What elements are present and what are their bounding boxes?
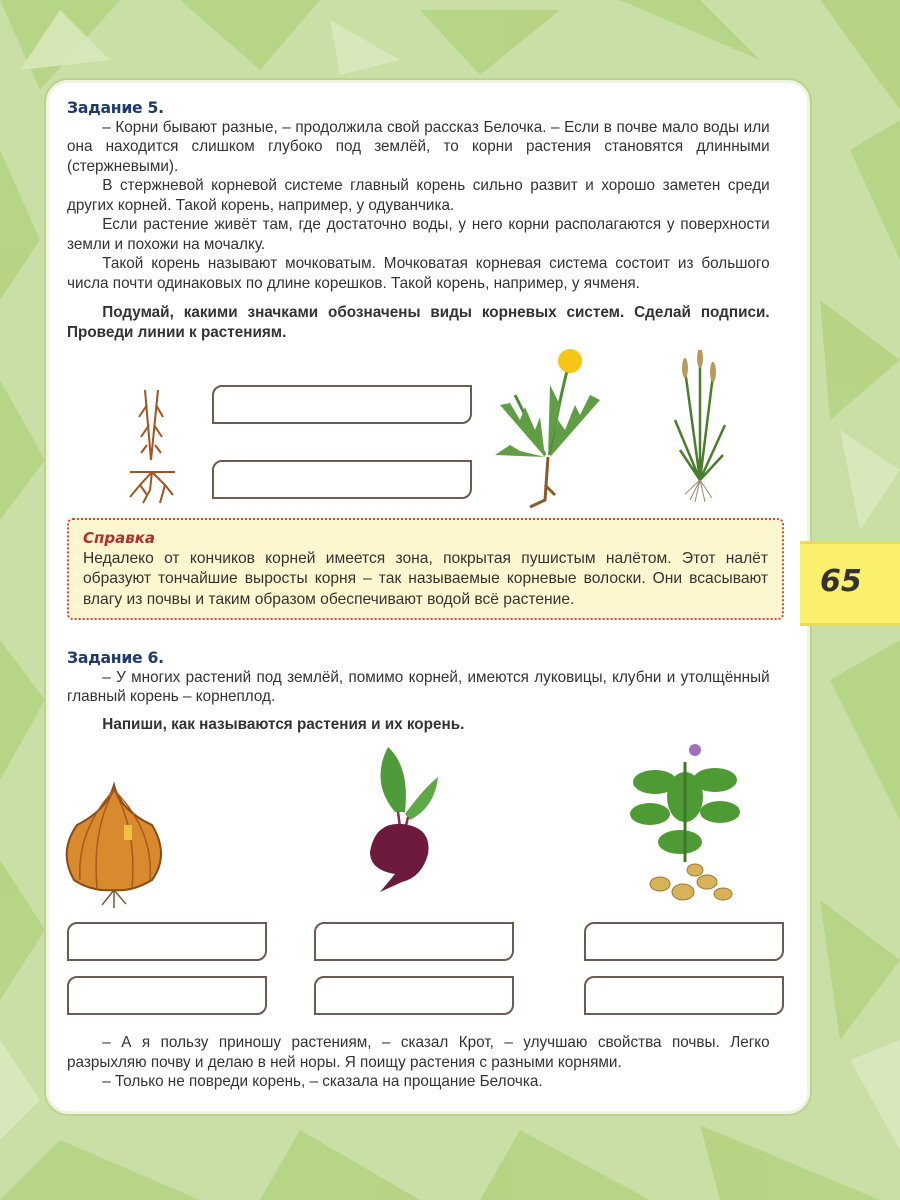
task6-title: Задание 6. <box>67 648 164 667</box>
task6-instruction: Напиши, как называются растения и их корень. <box>102 715 465 733</box>
answer-box-beet-plant[interactable] <box>314 922 514 961</box>
potato-plant-illustration <box>625 742 745 907</box>
task5-paragraph: Такой корень называют мочковатым. Мочковатая корневая система состоит из большого числа почти одинаковых по длине корешков. Такой корень, например, у ячменя. <box>67 255 770 292</box>
reference-text: Недалеко от кончиков корней имеется зона, покрытая пушистым налётом. Этот налёт образуют тончайшие выросты корня – так называемые корневые волоски. Они всасывают влагу из почвы и таким образом обеспечивают водой всё растение. <box>83 549 768 608</box>
onion-illustration <box>62 780 167 910</box>
task6-paragraph: – У многих растений под землёй, помимо корней, имеются луковицы, клубни и утолщённый главный корень – корнеплод. <box>67 668 770 705</box>
closing-paragraph: – А я пользу приношу растениям, – сказал Крот, – улучшаю свойства почвы. Легко разрыхляю почву и делаю в ней норы. Я поищу растения с разными корнями. <box>67 1034 770 1071</box>
barley-illustration <box>665 350 735 505</box>
beet-illustration <box>350 742 445 907</box>
answer-box-root-type-1[interactable] <box>212 385 472 424</box>
answer-box-potato-plant[interactable] <box>584 922 784 961</box>
task5-instruction: Подумай, какими значками обозначены виды корневых систем. Сделай подписи. Проведи линии к растениям. <box>67 304 770 341</box>
closing-paragraph: – Только не повреди корень, – сказала на прощание Белочка. <box>102 1073 543 1090</box>
answer-box-onion-root[interactable] <box>67 976 267 1015</box>
task5-paragraph: – Корни бывают разные, – продолжила свой рассказ Белочка. – Если в почве мало воды или она находится слишком глубоко под землёй, то корни растения становятся длинными (стержневыми). <box>67 118 770 175</box>
reference-box <box>67 518 784 620</box>
taproot-symbol-icon <box>125 385 185 510</box>
answer-box-onion-plant[interactable] <box>67 922 267 961</box>
task5-paragraph: Если растение живёт там, где достаточно воды, у него корни располагаются у поверхности земли и похожи на мочалку. <box>67 216 770 253</box>
answer-box-potato-root[interactable] <box>584 976 784 1015</box>
closing-section <box>67 1033 770 1092</box>
task5-paragraph: В стержневой корневой системе главный корень сильно развит и хорошо заметен среди других корней. Такой корень, например, у одуванчика. <box>67 177 770 214</box>
task5-title: Задание 5. <box>67 98 164 117</box>
task6-section <box>67 648 770 734</box>
dandelion-illustration <box>490 345 610 510</box>
task5-section <box>67 98 770 342</box>
page-number-tab <box>800 541 900 626</box>
page-number: 65 <box>820 564 862 599</box>
reference-title: Справка <box>83 529 156 547</box>
answer-box-beet-root[interactable] <box>314 976 514 1015</box>
answer-box-root-type-2[interactable] <box>212 460 472 499</box>
